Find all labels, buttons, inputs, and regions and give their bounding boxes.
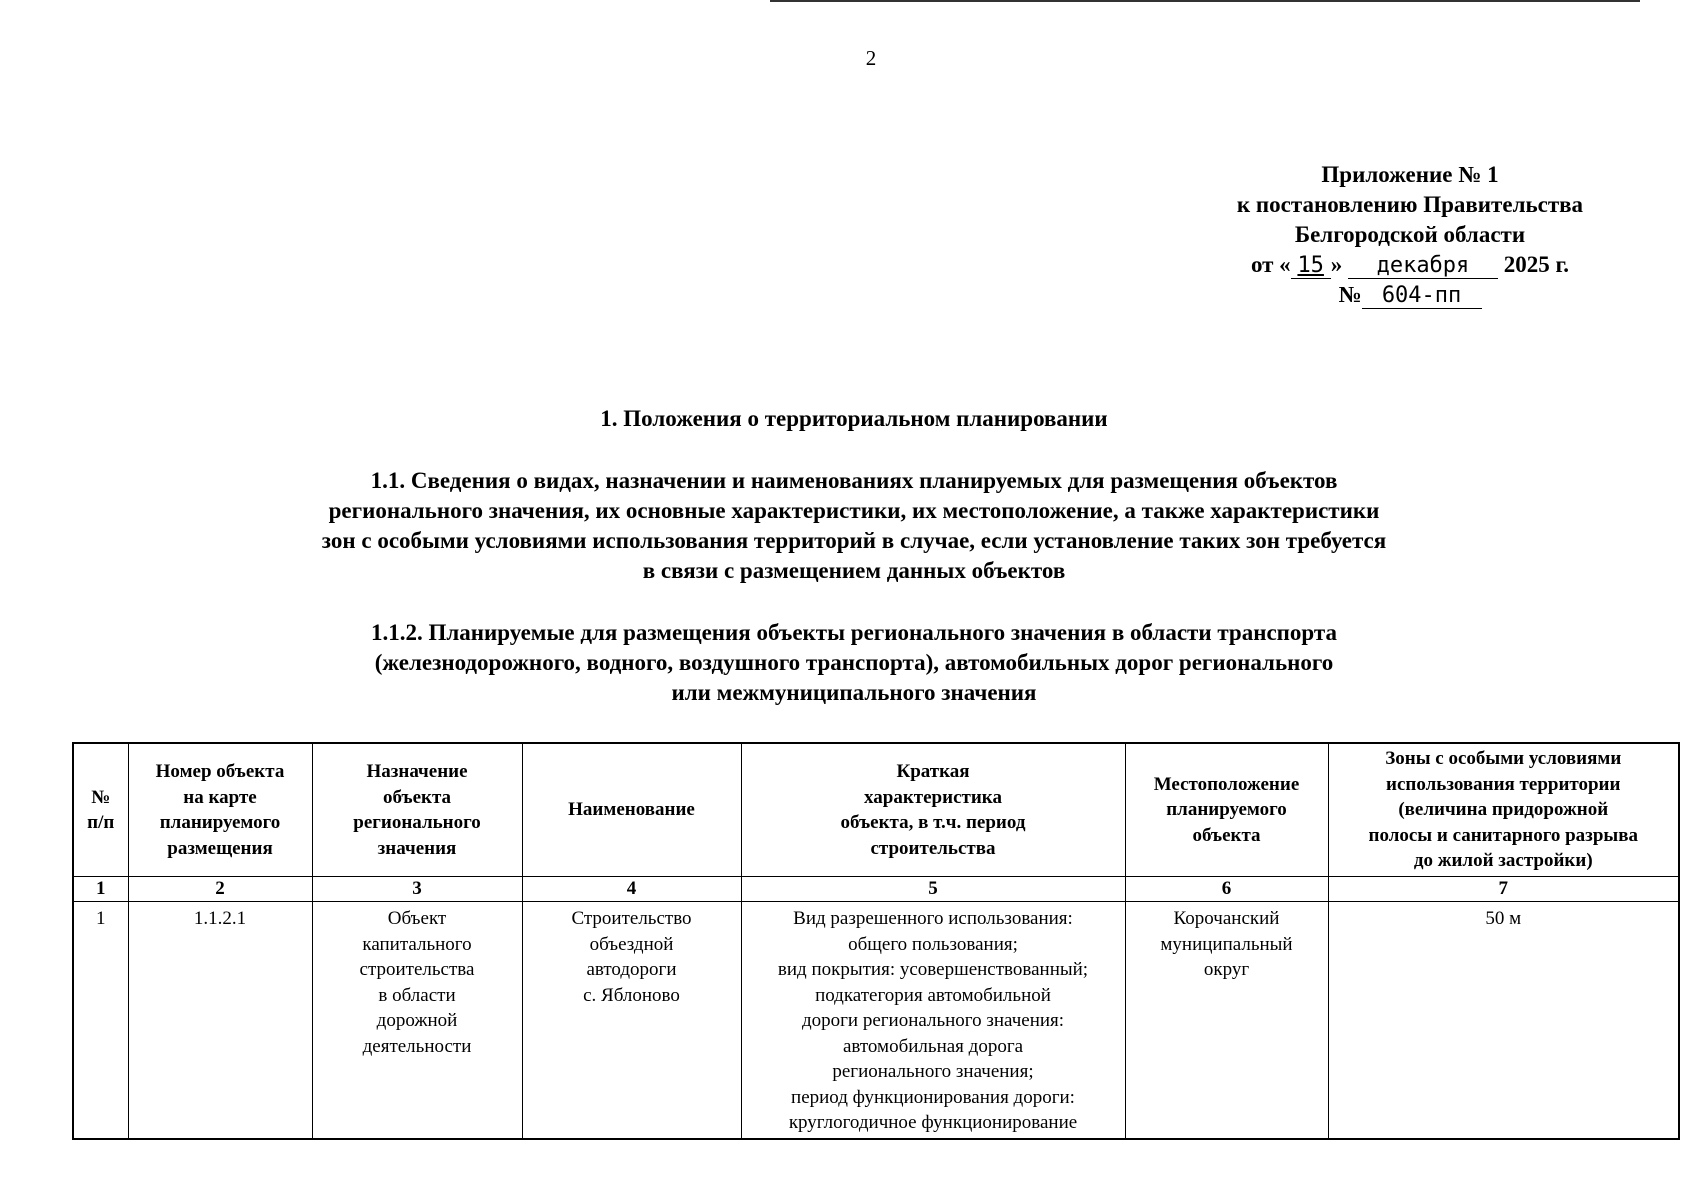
header-line: планируемого — [159, 812, 281, 833]
header-line: на карте — [183, 786, 257, 808]
cell-line: круглогодичное функционирование — [788, 1112, 1078, 1133]
section-1-1-title — [0, 466, 1708, 586]
column-number: 5 — [741, 877, 1125, 902]
header-line: объекта — [1192, 824, 1261, 846]
cell-line: Корочанский — [1173, 908, 1280, 929]
column-number: 2 — [128, 877, 312, 902]
header-line: объекта — [382, 786, 452, 808]
header-line: объекта, в т.ч. период — [840, 812, 1026, 833]
cell-line: Вид разрешенного использования: — [793, 908, 1073, 929]
header-line: строительства — [870, 837, 996, 859]
cell-line: подкатегория автомобильной — [815, 984, 1051, 1006]
cell-col-characteristics — [741, 902, 1125, 1139]
cell-line: с. Яблоново — [583, 984, 680, 1006]
cell-line: округ — [1203, 959, 1250, 980]
date-year: 2025 г. — [1503, 252, 1570, 277]
section-1-1-2-title — [0, 618, 1708, 708]
date-prefix: от « — [1250, 252, 1291, 277]
cell-line: регионального значения; — [832, 1061, 1034, 1082]
date-month-value: декабря — [1376, 253, 1470, 278]
column-number: 3 — [312, 877, 522, 902]
cell-line: в области — [378, 984, 456, 1006]
section-1-title: 1. Положения о территориальном планировании — [600, 406, 1108, 431]
header-line: Номер объекта — [155, 761, 285, 782]
cell-line: автодороги — [586, 959, 677, 980]
section-1-1-line: 1.1. Сведения о видах, назначении и наименованиях планируемых для размещения объектов — [370, 468, 1338, 493]
column-number: 4 — [522, 877, 741, 902]
cell-line: общего пользования; — [848, 933, 1018, 955]
cell-line: 50 м — [1485, 908, 1522, 929]
cell-col-name — [522, 902, 741, 1139]
header-line: Наименование — [568, 799, 695, 821]
appendix-resolution-line: к постановлению Правительства — [1236, 192, 1584, 217]
document-number-value: 604-пп — [1381, 283, 1462, 308]
cell-col-purpose — [312, 902, 522, 1139]
date-day — [1291, 253, 1331, 279]
header-line: планируемого — [1166, 799, 1287, 821]
planned-objects-table — [72, 742, 1680, 1140]
header-line: до жилой застройки) — [1413, 850, 1593, 872]
header-col-purpose — [312, 743, 522, 877]
cell-line: вид покрытия: усовершенствованный; — [777, 959, 1089, 980]
header-col-special-zones — [1328, 743, 1679, 877]
header-line: Зоны с особыми условиями — [1385, 748, 1622, 770]
section-1-1-2-line: (железнодорожного, водного, воздушного транспорта), автомобильных дорог регионального — [374, 650, 1334, 675]
header-line: Назначение — [366, 761, 468, 782]
header-line: Краткая — [896, 761, 970, 782]
cell-line: Строительство — [571, 908, 692, 929]
cell-line: деятельности — [362, 1035, 472, 1057]
cell-col-location — [1125, 902, 1328, 1139]
header-col-number — [73, 743, 128, 877]
section-1-1-2-line: 1.1.2. Планируемые для размещения объекты регионального значения в области транспорта — [370, 620, 1337, 645]
cell-line: период функционирования дороги: — [791, 1086, 1075, 1108]
cell-line: муниципальный — [1160, 933, 1293, 955]
header-line: (величина придорожной — [1398, 799, 1609, 821]
header-line: использования территории — [1386, 773, 1621, 795]
header-col-characteristics — [741, 743, 1125, 877]
page-number: 2 — [865, 46, 877, 70]
cell-line: строительства — [359, 959, 475, 980]
number-prefix: № — [1338, 282, 1362, 307]
header-line: полосы и санитарного разрыва — [1368, 824, 1638, 846]
cell-line: объездной — [589, 933, 674, 955]
document-number — [1362, 283, 1482, 309]
header-col-map-object-number — [128, 743, 312, 877]
cell-line: автомобильная дорога — [842, 1035, 1024, 1057]
cell-col-map-object-number — [128, 902, 312, 1139]
header-line: значения — [377, 837, 457, 859]
appendix-block — [1180, 160, 1640, 310]
cell-line: Объект — [387, 908, 447, 929]
cell-line: 1 — [96, 908, 106, 929]
header-col-location — [1125, 743, 1328, 877]
header-line: размещения — [167, 837, 273, 859]
date-month — [1348, 253, 1498, 279]
section-1-1-line: в связи с размещением данных объектов — [642, 558, 1066, 583]
table-header-row — [73, 743, 1679, 877]
date-day-value: 15 — [1297, 253, 1324, 278]
appendix-number-line — [1180, 280, 1640, 310]
section-1-1-line: регионального значения, их основные характеристики, их местоположение, а также характеристики — [328, 498, 1380, 523]
date-mid: » — [1330, 252, 1343, 277]
appendix-title: Приложение № 1 — [1321, 162, 1499, 187]
section-1-1-2-line: или межмуниципального значения — [671, 680, 1037, 705]
cell-col-number — [73, 902, 128, 1139]
header-col-name — [522, 743, 741, 877]
cell-line: дорожной — [376, 1010, 458, 1031]
column-number: 6 — [1125, 877, 1328, 902]
cell-line: капитального — [362, 933, 472, 955]
section-1-1-line: зон с особыми условиями использования территорий в случае, если установление таких зон требуется — [321, 528, 1387, 553]
table-row — [73, 902, 1679, 1139]
header-line: регионального — [353, 812, 481, 833]
column-number: 1 — [73, 877, 128, 902]
scan-top-edge-line — [770, 0, 1640, 2]
header-line: характеристика — [864, 786, 1002, 808]
table-column-numbers-row — [73, 877, 1679, 902]
header-line: № — [91, 786, 111, 808]
appendix-date-line — [1180, 250, 1640, 280]
cell-line: 1.1.2.1 — [193, 908, 247, 929]
header-line: п/п — [87, 812, 115, 833]
cell-col-special-zones — [1328, 902, 1679, 1139]
appendix-region-line: Белгородской области — [1294, 222, 1526, 247]
cell-line: дороги регионального значения: — [801, 1010, 1065, 1031]
header-line: Местоположение — [1153, 773, 1300, 795]
column-number: 7 — [1328, 877, 1679, 902]
table-body — [73, 902, 1679, 1139]
